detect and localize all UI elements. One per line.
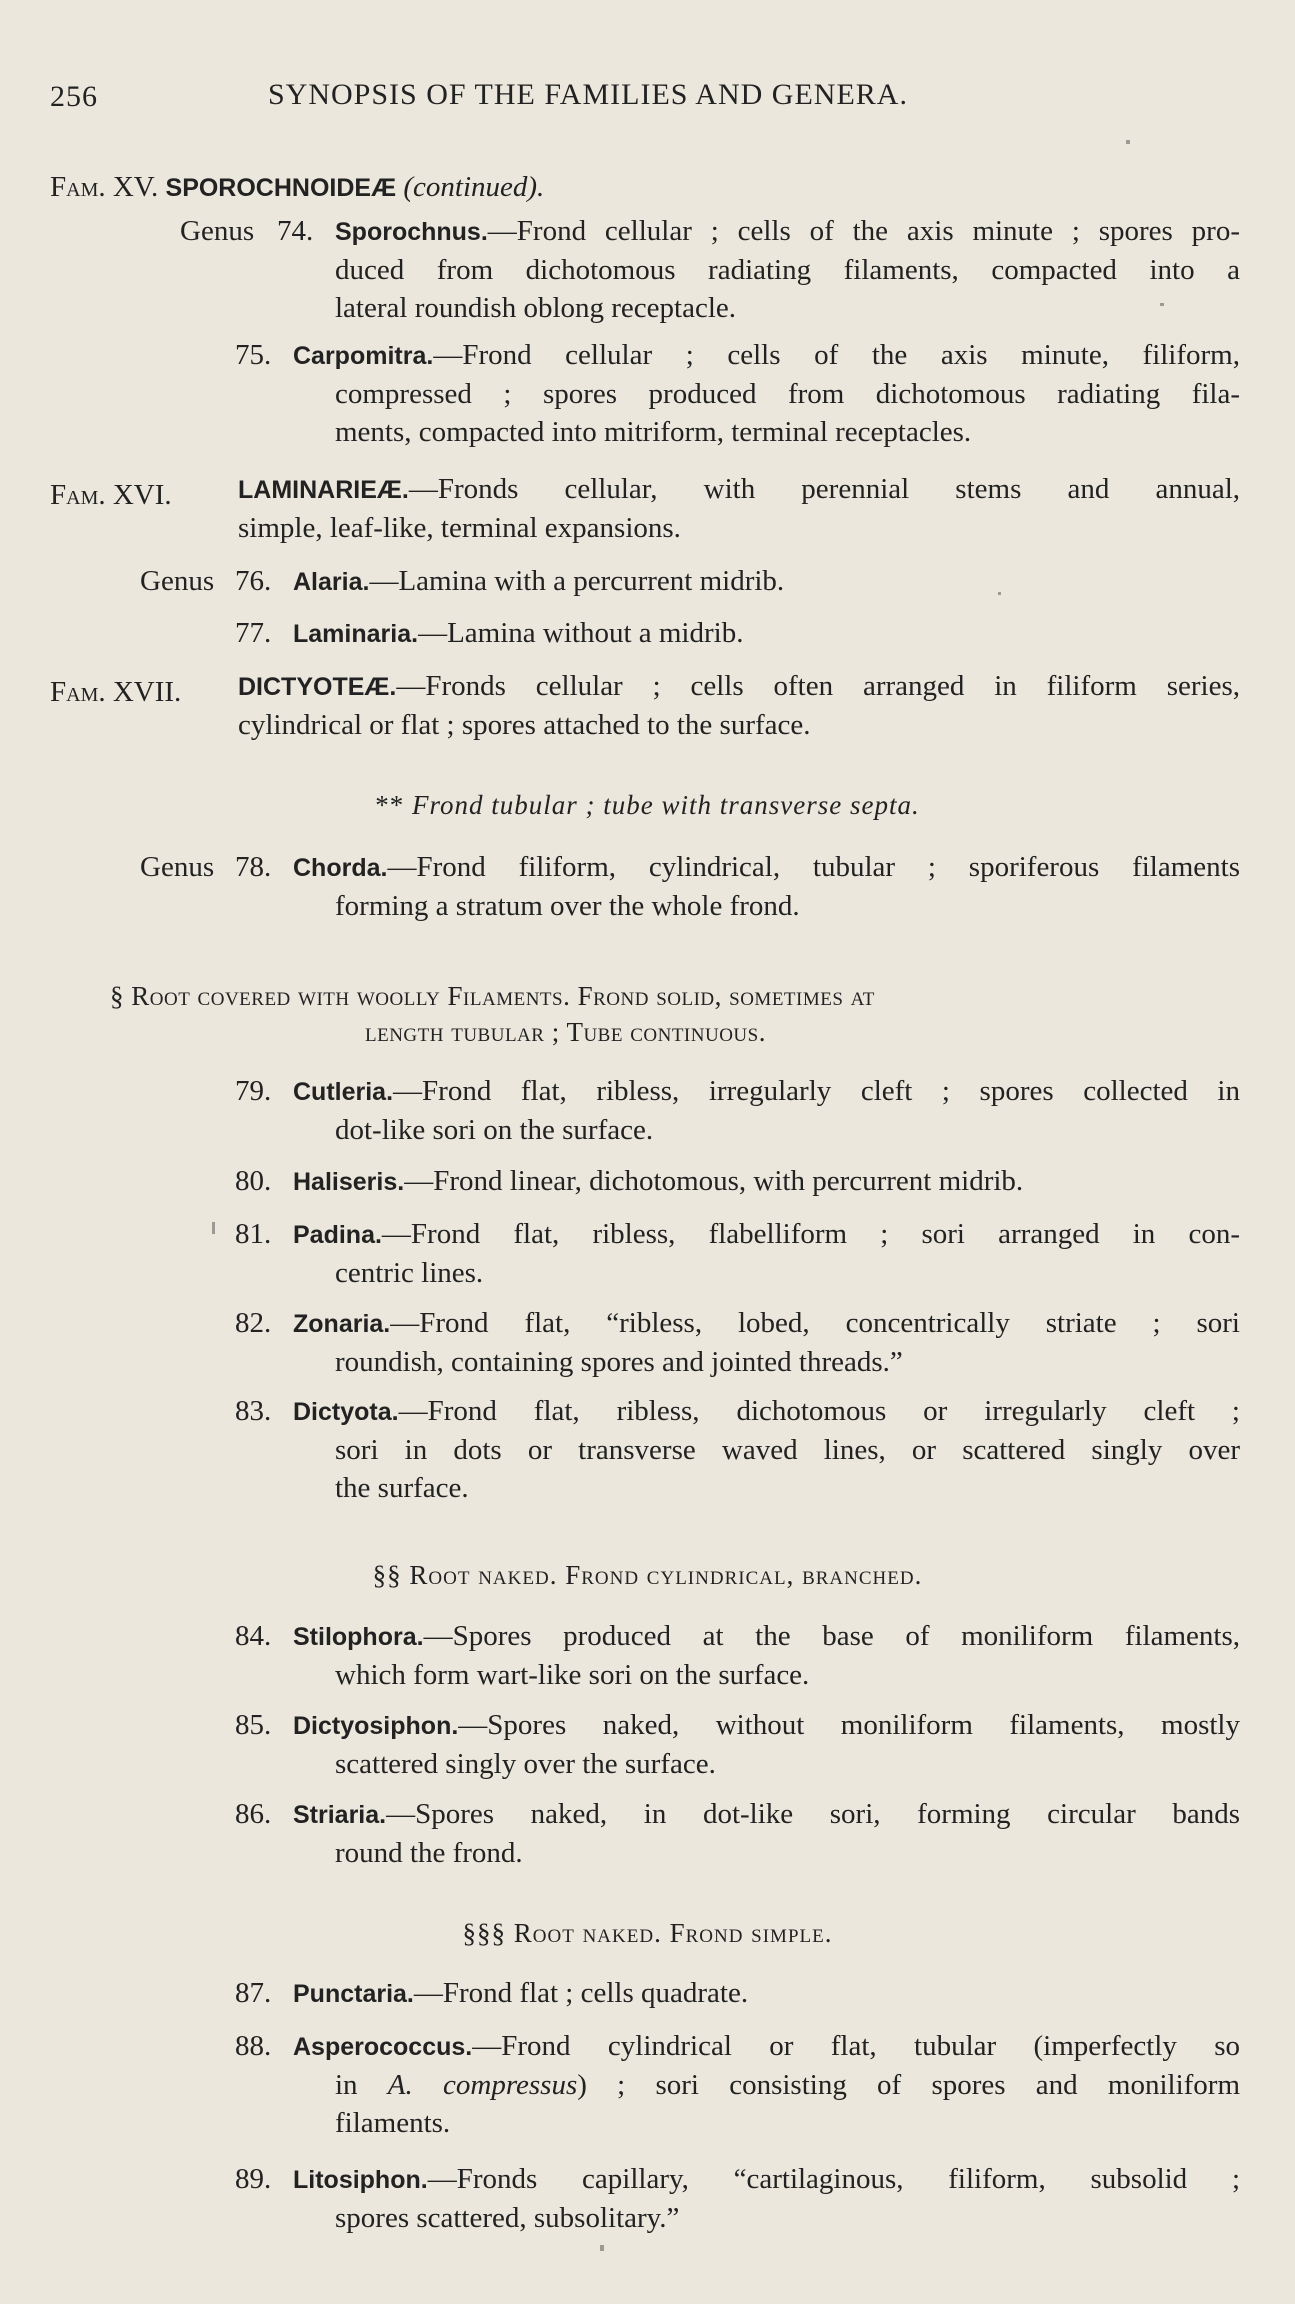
genus-name: Carpomitra.	[293, 342, 434, 370]
section-heading-woolly	[110, 978, 1190, 1050]
genus-desc-line: —Frond flat, ribless, irregularly cleft ; spores collected in	[393, 1075, 1240, 1107]
genus-label: Genus	[140, 851, 215, 883]
genus-desc-line: —Lamina with a percurrent midrib.	[369, 565, 785, 597]
genus-desc-line: —Lamina without a midrib.	[418, 617, 744, 649]
ink-speck	[1160, 303, 1164, 306]
genus-label: Genus	[140, 565, 215, 597]
genus-desc-line: —Frond linear, dichotomous, with percurrent midrib.	[404, 1165, 1024, 1197]
genus-name: Alaria.	[293, 568, 370, 596]
genus-desc-line: —Spores naked, without moniliform filaments, mostly	[458, 1709, 1240, 1741]
genus-desc-line: compressed ; spores produced from dichotomous radiating fila-	[335, 378, 1240, 410]
running-title: SYNOPSIS OF THE FAMILIES AND GENERA.	[268, 78, 908, 111]
genus-entry-86	[235, 1795, 1240, 1872]
genus-desc-line: centric lines.	[335, 1257, 484, 1289]
genus-entry-85	[235, 1706, 1240, 1783]
section-line: length tubular ; Tube continuous.	[365, 1017, 766, 1047]
genus-desc-line: forming a stratum over the whole frond.	[335, 890, 800, 922]
genus-number: 89.	[235, 2163, 272, 2195]
family-numeral: XVI.	[112, 479, 172, 511]
section-heading-tubular	[0, 790, 1295, 821]
genus-number: 84.	[235, 1620, 272, 1652]
genus-desc-line: —Frond cellular ; cells of the axis minute, filiform,	[433, 339, 1240, 371]
family-note: (continued).	[403, 171, 545, 203]
genus-desc-line: —Spores produced at the base of moniliform filaments,	[423, 1620, 1240, 1652]
genus-number: 78.	[235, 851, 272, 883]
genus-name: Punctaria.	[293, 1980, 414, 2008]
genus-desc-line: which form wart-like sori on the surface.	[335, 1659, 810, 1691]
genus-number: 74.	[277, 215, 314, 247]
family-numeral: XV.	[112, 171, 159, 203]
section-heading-simple: §§§ Root naked. Frond simple.	[462, 1918, 833, 1948]
ink-speck	[998, 592, 1001, 595]
genus-entry-89	[235, 2160, 1240, 2237]
genus-name: Sporochnus.	[335, 218, 488, 246]
genus-number: 80.	[235, 1165, 272, 1197]
genus-name: Chorda.	[293, 854, 388, 882]
genus-desc-line: —Frond flat ; cells quadrate.	[413, 1977, 749, 2009]
section-text: Frond tubular ; tube with transverse septa.	[412, 790, 920, 820]
ink-speck	[1126, 140, 1130, 144]
genus-desc-line: —Frond flat, “ribless, lobed, concentrically striate ; sori	[390, 1307, 1240, 1339]
genus-number: 76.	[235, 565, 272, 597]
genus-entry-76	[140, 562, 1240, 601]
genus-name: Padina.	[293, 1221, 382, 1249]
genus-entry-74	[180, 212, 1240, 327]
genus-entry-88: 88. Asperococcus.—Frond cylindrical or flat, tubular (imperfectly so in A. compressus) ; sori consisting of spores and moniliform filaments.	[293, 2027, 1240, 2142]
genus-entry-87	[235, 1974, 1240, 2013]
genus-entry-84	[235, 1617, 1240, 1694]
genus-name: Asperococcus.	[293, 2033, 473, 2061]
genus-desc-line: ments, compacted into mitriform, terminal receptacles.	[335, 416, 972, 448]
genus-desc-line: dot-like sori on the surface.	[335, 1114, 654, 1146]
genus-name: Stilophora.	[293, 1623, 424, 1651]
genus-desc-line: scattered singly over the surface.	[335, 1748, 716, 1780]
genus-desc-line: the surface.	[335, 1472, 469, 1504]
genus-desc-line: —Spores naked, in dot-like sori, forming circular bands	[386, 1798, 1240, 1830]
family-desc-line: cylindrical or flat ; spores attached to the surface.	[238, 709, 811, 741]
genus-desc-line: roundish, containing spores and jointed threads.”	[335, 1346, 903, 1378]
genus-desc-line: lateral roundish oblong receptacle.	[335, 292, 737, 324]
genus-number: 77.	[235, 617, 272, 649]
genus-entry-75	[235, 336, 1240, 451]
family-label: Fam.	[50, 479, 106, 511]
genus-desc-line: —Frond flat, ribless, dichotomous or irregularly cleft ;	[398, 1395, 1240, 1427]
family-name: DICTYOTEÆ.	[238, 673, 397, 701]
genus-name: Haliseris.	[293, 1168, 405, 1196]
family-label: Fam.	[50, 171, 106, 203]
genus-entry-82	[235, 1304, 1240, 1381]
family-desc-line: simple, leaf-like, terminal expansions.	[238, 512, 681, 544]
genus-name: Dictyota.	[293, 1398, 399, 1426]
ink-speck	[600, 2245, 604, 2251]
genus-desc-line: round the frond.	[335, 1837, 523, 1869]
genus-number: 75.	[235, 339, 272, 371]
genus-number: 83.	[235, 1395, 272, 1427]
genus-number: 79.	[235, 1075, 272, 1107]
genus-name: Litosiphon.	[293, 2166, 428, 2194]
genus-entry-77	[235, 614, 1240, 653]
genus-desc-line: —Frond flat, ribless, flabelliform ; sori arranged in con-	[381, 1218, 1240, 1250]
genus-number: 88.	[235, 2030, 272, 2062]
family-desc-line: —Fronds cellular ; cells often arranged in filiform series,	[396, 670, 1240, 702]
genus-desc-line: sori in dots or transverse waved lines, or scattered singly over	[335, 1434, 1240, 1466]
genus-number: 82.	[235, 1307, 272, 1339]
genus-desc-line: —Frond cylindrical or flat, tubular (imperfectly so	[472, 2030, 1240, 2062]
family-desc-line: —Fronds cellular, with perennial stems and annual,	[408, 473, 1240, 505]
ink-speck	[212, 1222, 215, 1234]
genus-entry-83	[235, 1392, 1240, 1507]
section-line: § Root covered with woolly Filaments. Frond solid, sometimes at	[110, 981, 875, 1011]
genus-label: Genus	[180, 215, 255, 247]
genus-name: Laminaria.	[293, 620, 419, 648]
genus-desc-line: duced from dichotomous radiating filaments, compacted into a	[335, 254, 1240, 286]
genus-number: 86.	[235, 1798, 272, 1830]
genus-entry-80	[235, 1162, 1240, 1201]
family-name: SPOROCHNOIDEÆ	[165, 174, 397, 202]
family-entry-16	[50, 470, 1240, 547]
family-entry-17	[50, 667, 1240, 744]
genus-number: 85.	[235, 1709, 272, 1741]
genus-number: 81.	[235, 1218, 272, 1250]
species-name: A. compressus	[387, 2069, 578, 2101]
family-name: LAMINARIEÆ.	[238, 476, 409, 504]
family-numeral: XVII.	[112, 676, 182, 708]
family-label: Fam.	[50, 676, 106, 708]
genus-desc-line: filaments.	[335, 2107, 451, 2139]
section-heading-cylindrical: §§ Root naked. Frond cylindrical, branched.	[372, 1560, 923, 1590]
genus-desc-line: spores scattered, subsolitary.”	[335, 2202, 680, 2234]
genus-name: Cutleria.	[293, 1078, 394, 1106]
genus-entry-78	[140, 848, 1240, 925]
genus-name: Zonaria.	[293, 1310, 391, 1338]
page-number: 256	[50, 80, 98, 113]
genus-name: Striaria.	[293, 1801, 387, 1829]
genus-number: 87.	[235, 1977, 272, 2009]
genus-name: Dictyosiphon.	[293, 1712, 459, 1740]
section-marker: **	[375, 790, 405, 820]
genus-entry-81	[235, 1215, 1240, 1292]
genus-desc-line: —Fronds capillary, “cartilaginous, filiform, subsolid ;	[427, 2163, 1240, 2195]
genus-desc-line: —Frond filiform, cylindrical, tubular ; sporiferous filaments	[387, 851, 1240, 883]
genus-desc-line: —Frond cellular ; cells of the axis minute ; spores pro-	[487, 215, 1240, 247]
family-heading-15	[50, 168, 544, 207]
genus-entry-79	[235, 1072, 1240, 1149]
